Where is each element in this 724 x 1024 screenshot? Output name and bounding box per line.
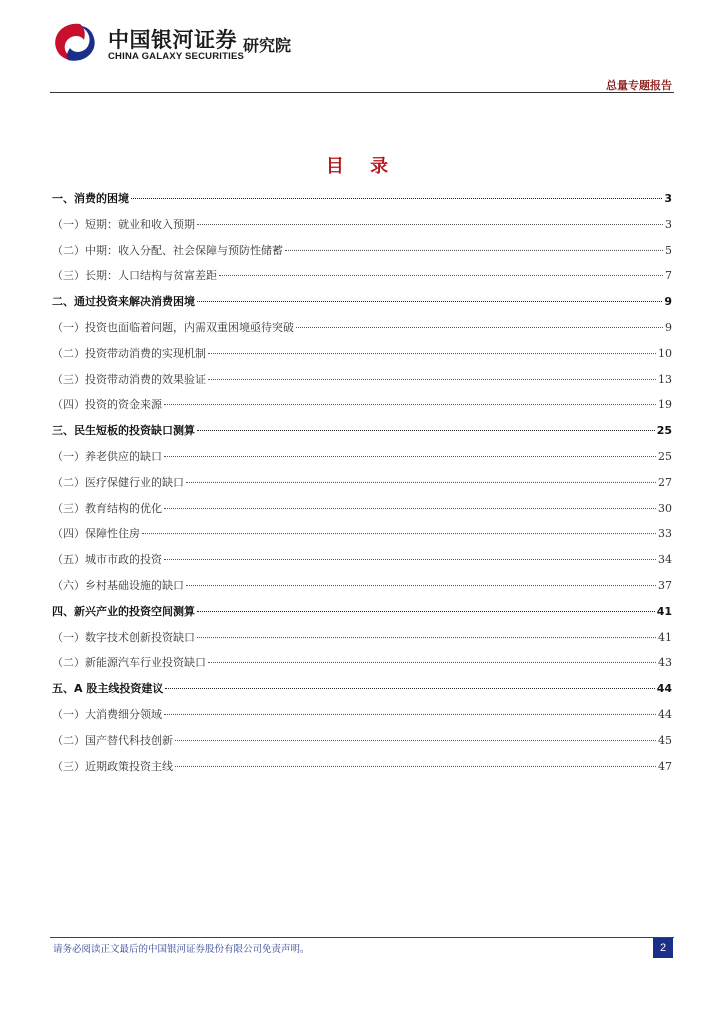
toc-section-entry[interactable]: [52, 242, 672, 268]
toc-entry-page: 30: [658, 501, 672, 515]
toc-leader-dots: [208, 662, 656, 663]
toc-entry-page: 44: [656, 682, 672, 696]
toc-section-entry[interactable]: [52, 448, 672, 474]
toc-leader-dots: [197, 611, 655, 612]
toc-section-entry[interactable]: [52, 732, 672, 758]
toc-leader-dots: [164, 508, 656, 509]
toc-entry-title: 四、新兴产业的投资空间测算: [52, 604, 195, 618]
toc-entry-title: （二）投资带动消费的实现机制: [52, 346, 206, 360]
toc-leader-dots: [142, 533, 656, 534]
toc-leader-dots: [219, 275, 663, 276]
toc-entry-title: （二）国产替代科技创新: [52, 733, 173, 747]
toc-entry-page: 10: [658, 346, 672, 360]
toc-entry-title: 五、A 股主线投资建议: [52, 682, 164, 696]
company-name-en: CHINA GALAXY SECURITIES: [108, 51, 245, 62]
toc-leader-dots: [131, 198, 662, 199]
toc-section-entry[interactable]: [52, 500, 672, 526]
table-of-contents: [52, 190, 672, 783]
toc-leader-dots: [164, 559, 656, 560]
toc-leader-dots: [285, 250, 663, 251]
page-header: [0, 0, 724, 100]
toc-entry-page: 13: [658, 372, 672, 386]
toc-entry-title: （六）乡村基础设施的缺口: [52, 578, 184, 592]
toc-entry-page: 44: [658, 707, 672, 721]
toc-leader-dots: [186, 482, 656, 483]
toc-chapter-entry[interactable]: [52, 680, 672, 706]
toc-leader-dots: [197, 430, 655, 431]
toc-section-entry[interactable]: [52, 629, 672, 655]
toc-entry-title: （一）养老供应的缺口: [52, 449, 162, 463]
toc-leader-dots: [197, 637, 656, 638]
toc-entry-title: （二）新能源汽车行业投资缺口: [52, 656, 206, 670]
toc-leader-dots: [164, 404, 656, 405]
toc-entry-page: 19: [658, 398, 672, 412]
toc-leader-dots: [186, 585, 656, 586]
toc-entry-page: 43: [658, 656, 672, 670]
galaxy-logo-icon: [50, 20, 100, 64]
toc-entry-title: （四）投资的资金来源: [52, 398, 162, 412]
toc-entry-title: （一）大消费细分领域: [52, 707, 162, 721]
toc-section-entry[interactable]: [52, 345, 672, 371]
toc-leader-dots: [175, 740, 656, 741]
header-divider: [50, 92, 674, 93]
toc-leader-dots: [165, 688, 654, 689]
toc-entry-page: 27: [658, 475, 672, 489]
toc-entry-page: 45: [658, 733, 672, 747]
toc-entry-title: （一）投资也面临着问题，内需双重困境亟待突破: [52, 320, 294, 334]
toc-chapter-entry[interactable]: [52, 422, 672, 448]
toc-entry-title: （三）长期：人口结构与贫富差距: [52, 269, 217, 283]
toc-entry-page: 9: [664, 295, 672, 309]
toc-entry-page: 47: [658, 759, 672, 773]
toc-leader-dots: [296, 327, 663, 328]
toc-leader-dots: [197, 301, 662, 302]
toc-section-entry[interactable]: [52, 396, 672, 422]
toc-entry-page: 34: [658, 553, 672, 567]
toc-entry-title: 二、通过投资来解决消费困境: [52, 295, 195, 309]
footer-divider: [50, 937, 674, 938]
toc-entry-page: 25: [656, 424, 672, 438]
toc-title: 目 录: [325, 156, 399, 177]
toc-chapter-entry[interactable]: [52, 603, 672, 629]
toc-section-entry[interactable]: [52, 654, 672, 680]
toc-entry-page: 9: [665, 320, 672, 334]
toc-entry-page: 37: [658, 578, 672, 592]
toc-entry-title: （三）近期政策投资主线: [52, 759, 173, 773]
toc-entry-page: 3: [665, 217, 672, 231]
toc-entry-title: （三）教育结构的优化: [52, 501, 162, 515]
toc-entry-page: 7: [665, 269, 672, 283]
toc-section-entry[interactable]: [52, 267, 672, 293]
toc-section-entry[interactable]: [52, 706, 672, 732]
toc-section-entry[interactable]: [52, 474, 672, 500]
company-name-cn: 中国银河证券: [108, 28, 237, 52]
toc-leader-dots: [164, 456, 656, 457]
toc-entry-title: 三、民生短板的投资缺口测算: [52, 424, 195, 438]
toc-leader-dots: [208, 353, 656, 354]
toc-leader-dots: [164, 714, 656, 715]
toc-entry-page: 5: [665, 243, 672, 257]
toc-entry-page: 41: [656, 604, 672, 618]
toc-section-entry[interactable]: [52, 551, 672, 577]
toc-leader-dots: [197, 224, 663, 225]
toc-entry-page: 3: [664, 192, 672, 205]
toc-section-entry[interactable]: [52, 319, 672, 345]
toc-chapter-entry[interactable]: [52, 293, 672, 319]
toc-leader-dots: [175, 766, 656, 767]
toc-entry-page: 41: [658, 630, 672, 644]
toc-entry-title: （二）中期：收入分配、社会保障与预防性储蓄: [52, 243, 283, 257]
toc-entry-page: 25: [658, 449, 672, 463]
toc-chapter-entry[interactable]: [52, 190, 672, 216]
toc-section-entry[interactable]: [52, 371, 672, 397]
toc-entry-title: 一、消费的困境: [52, 192, 129, 205]
toc-section-entry[interactable]: [52, 525, 672, 551]
toc-entry-title: （四）保障性住房: [52, 527, 140, 541]
toc-entry-title: （五）城市市政的投资: [52, 553, 162, 567]
toc-section-entry[interactable]: [52, 216, 672, 242]
toc-entry-page: 33: [658, 527, 672, 541]
footer-disclaimer: 请务必阅读正文最后的中国银河证券股份有限公司免责声明。: [53, 944, 310, 955]
toc-section-entry[interactable]: [52, 758, 672, 784]
report-type-label: 总量专题报告: [606, 79, 672, 92]
toc-entry-title: （一）短期：就业和收入预期: [52, 217, 195, 231]
institute-label: 研究院: [243, 36, 292, 55]
toc-section-entry[interactable]: [52, 577, 672, 603]
toc-leader-dots: [208, 379, 656, 380]
toc-entry-title: （一）数字技术创新投资缺口: [52, 630, 195, 644]
toc-entry-title: （三）投资带动消费的效果验证: [52, 372, 206, 386]
toc-entry-title: （二）医疗保健行业的缺口: [52, 475, 184, 489]
page-number: 2: [653, 938, 673, 958]
